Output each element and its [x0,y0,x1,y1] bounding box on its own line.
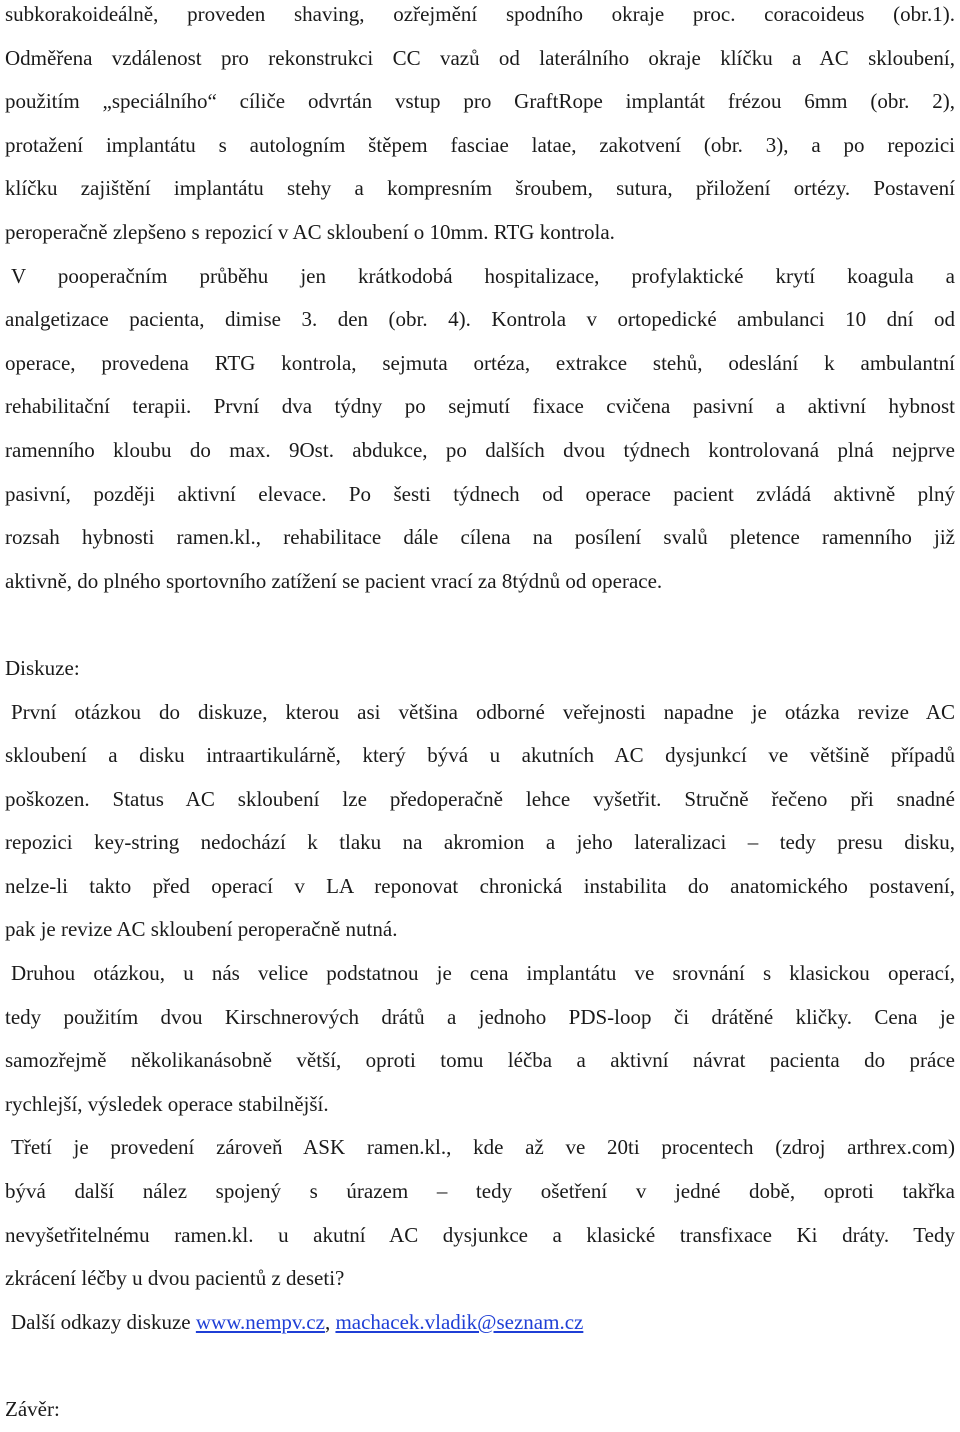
text-line: bývá další nález spojený s úrazem – tedy ošetření v jedné době, oproti takřka [5,1179,955,1204]
paragraph-procedure [5,0,955,255]
spacer [5,603,955,647]
text-line: ramenního kloubu do max. 9Ost. abdukce, po dalších dvou týdnech kontrolovaná plná nejprve [5,437,955,462]
text-line: samozřejmě několikanásobně větší, oproti tomu léčba a aktivní návrat pacienta do práce [5,1048,955,1073]
text-line: nevyšetřitelnému ramen.kl. u akutní AC dysjunkce a klasické transfixace Ki dráty. Tedy [5,1222,955,1247]
text-line: pak je revize AC skloubení peroperačně nutná. [5,917,398,942]
text-line: tedy použitím dvou Kirschnerových drátů a jednoho PDS-loop či drátěné kličky. Cena je [5,1004,955,1029]
text-line: poškozen. Status AC skloubení lze předoperačně lehce vyšetřit. Stručně řečeno při snadné [5,786,955,811]
text-line: pasivní, později aktivní elevace. Po šesti týdnech od operace pacient zvládá aktivně plný [5,481,955,506]
text-line: V pooperačním průběhu jen krátkodobá hospitalizace, profylaktické krytí koagula a [11,263,955,288]
text-line: klíčku zajištění implantátu stehy a kompresním šroubem, sutura, přiložení ortézy. Postavení [5,176,955,201]
text-line: zkrácení léčby u dvou pacientů z deseti? [5,1266,345,1291]
text-line: Odměřena vzdálenost pro rekonstrukci CC vazů od laterálního okraje klíčku a AC skloubení, [5,45,955,70]
text-line: rehabilitační terapii. První dva týdny po sejmutí fixace cvičena pasivní a aktivní hybnost [5,394,955,419]
text-line: rychlejší, výsledek operace stabilnější. [5,1091,329,1116]
text-line: nelze-li takto před operací v LA reponovat chronická instabilita do anatomického postavení, [5,873,955,898]
text-line: skloubení a disku intraartikulárně, který bývá u akutních AC dysjunkcí ve většině případů [5,743,955,768]
discussion-links [5,1301,955,1345]
text-line: První otázkou do diskuze, kterou asi většina odborné veřejnosti napadne je otázka revize AC [11,699,955,724]
paragraph-postoperative [5,255,955,604]
conclusion-heading: Závěr: [5,1397,60,1421]
discussion-heading: Diskuze: [5,655,80,680]
email-link[interactable]: machacek.vladik@seznam.cz [335,1309,584,1334]
text-line: operace, provedena RTG kontrola, sejmuta ortéza, extrakce stehů, odeslání k ambulantní [5,350,955,375]
text-line: protažení implantátu s autologním štěpem fasciae latae, zakotvení (obr. 3), a po repozici [5,132,955,157]
text-line: analgetizace pacienta, dimise 3. den (obr. 4). Kontrola v ortopedické ambulanci 10 dní od [5,307,955,332]
text-line: Třetí je provedení zároveň ASK ramen.kl., kde až ve 20ti procentech (zdroj arthrex.com) [11,1135,955,1160]
discussion-paragraph-3 [5,1126,955,1300]
text-line: Druhou otázkou, u nás velice podstatnou je cena implantátu ve srovnání s klasickou operací, [11,961,955,986]
text-line: rozsah hybnosti ramen.kl., rehabilitace dále cílena na posílení svalů pletence ramenního již [5,525,955,550]
links-prefix: Další odkazy diskuze [11,1309,196,1334]
website-link[interactable]: www.nempv.cz [195,1309,325,1334]
links-separator: , [324,1309,336,1334]
text-line: peroperačně zlepšeno s repozicí v AC skloubení o 10mm. RTG kontrola. [5,219,615,244]
text-line: subkorakoideálně, proveden shaving, ozřejmění spodního okraje proc. coracoideus (obr.1). [5,2,955,26]
discussion-paragraph-2 [5,952,955,1126]
document-page [5,0,955,1432]
text-line: repozici key-string nedochází k tlaku na akromion a jeho lateralizaci – tedy presu disku, [5,830,955,855]
text-line: aktivně, do plného sportovního zatížení se pacient vrací za 8týdnů od operace. [5,568,663,593]
text-line: použitím „speciálního“ cíliče odvrtán vstup pro GraftRope implantát frézou 6mm (obr. 2), [5,89,955,114]
discussion-paragraph-1 [5,691,955,953]
spacer [5,1344,955,1388]
